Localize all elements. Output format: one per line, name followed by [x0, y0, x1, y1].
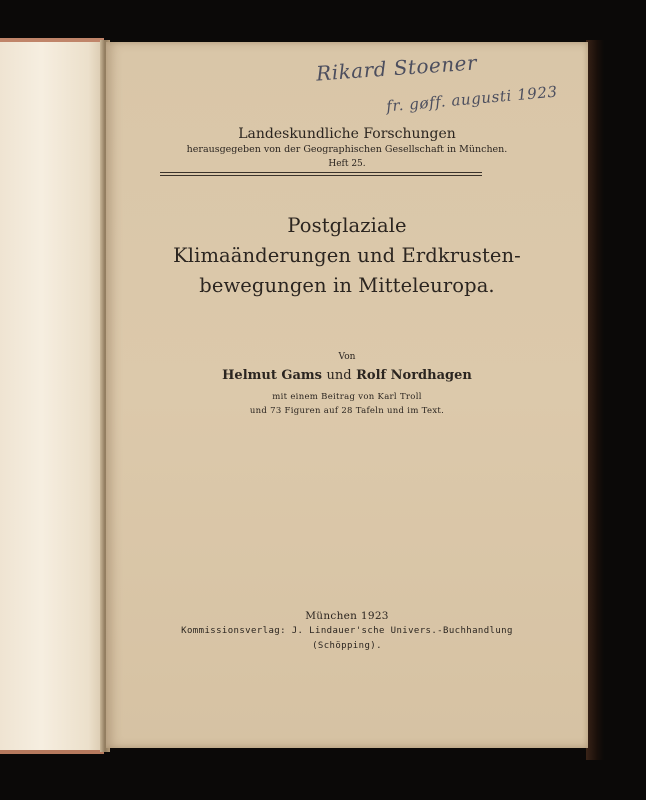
divider-rule: [160, 172, 482, 173]
authors: [106, 368, 588, 383]
author-2: Rolf Nordhagen: [356, 368, 472, 383]
by-label: Von: [338, 352, 356, 362]
blank-flyleaf: [0, 38, 104, 754]
publisher-name: Kommissionsverlag: J. Lindauer'sche Univers.-Buchhandlung: [181, 626, 513, 636]
divider-rule: [160, 175, 482, 176]
author-conjunction: und: [326, 368, 352, 383]
series-issue: Heft 25.: [328, 159, 366, 169]
title-page: [106, 42, 588, 748]
handwritten-inscription: [315, 50, 576, 126]
book-title-line-1: Postglaziale: [287, 214, 407, 237]
author-1: Helmut Gams: [222, 368, 322, 383]
series-title: Landeskundliche Forschungen: [238, 126, 456, 142]
series-subtitle: herausgegeben von der Geographischen Gesellschaft in München.: [186, 144, 508, 155]
inscription-date: fr. gøff. augusti 1923: [385, 82, 559, 116]
contribution-note: mit einem Beitrag von Karl Troll: [272, 392, 422, 402]
figures-note: und 73 Figuren auf 28 Tafeln und im Text.: [249, 406, 445, 416]
publication-place-year: München 1923: [305, 610, 389, 622]
book-title-line-2: Klimaänderungen und Erdkrusten-: [173, 244, 521, 267]
page-edge: [586, 40, 604, 760]
book-title-line-3: bewegungen in Mitteleuropa.: [199, 274, 495, 297]
inscription-name: Rikard Stoener: [315, 50, 478, 86]
publisher-parenthetical: (Schöpping).: [312, 641, 382, 651]
